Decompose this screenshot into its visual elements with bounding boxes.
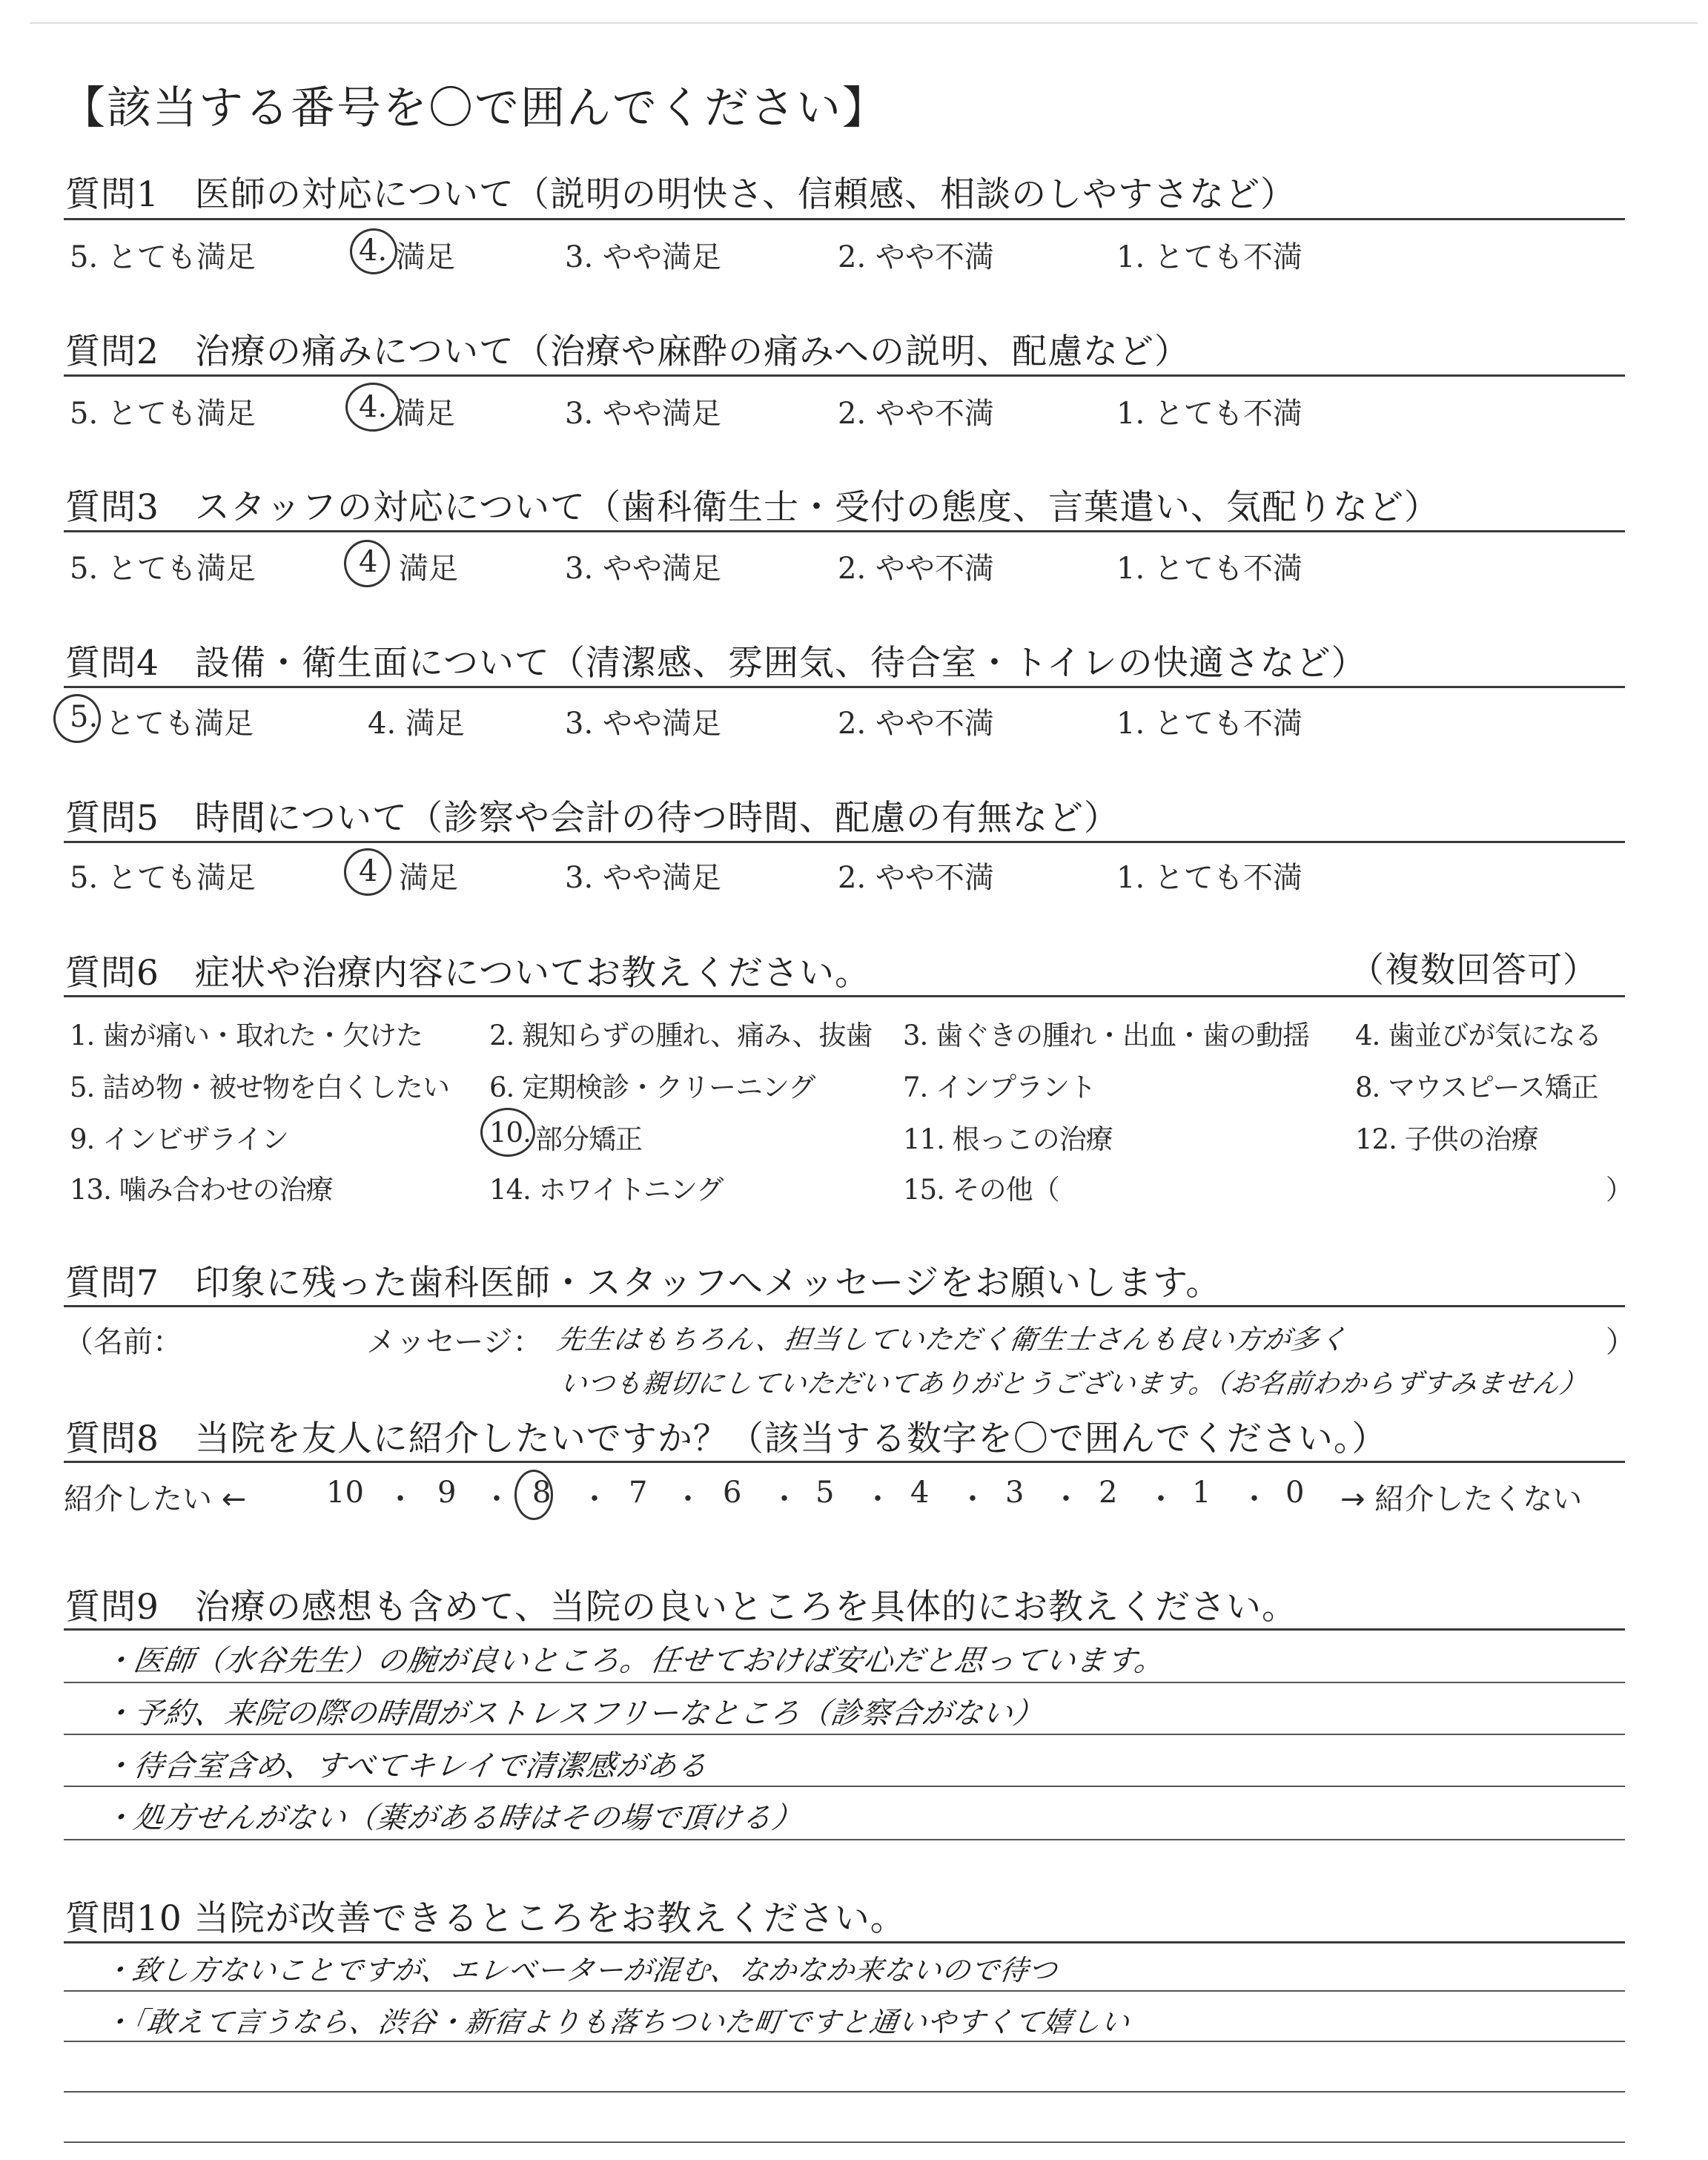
q5-option-4[interactable]: 4 [359, 854, 378, 888]
q8-scale-value[interactable]: 5 [815, 1476, 835, 1510]
q8-scale-value[interactable]: 7 [629, 1476, 648, 1510]
q3-option-3[interactable]: 3. やや満足 [565, 552, 721, 586]
q8-scale-value[interactable]: 9 [437, 1476, 457, 1510]
q6-item-5[interactable]: 5. 詰め物・被せ物を白くしたい [70, 1071, 450, 1103]
q6-item-2[interactable]: 2. 親知らずの腫れ、痛み、抜歯 [489, 1020, 873, 1051]
q9-answer-2[interactable]: ・予約、来院の際の時間がストレスフリーなところ（診察合がない） [101, 1697, 1046, 1731]
q8-scale-dot: ・ [958, 1482, 987, 1516]
q9-heading: 質問9 治療の感想も含めて、当院の良いところを具体的にお教えください。 [65, 1587, 1297, 1628]
q8-scale-value[interactable]: 0 [1285, 1476, 1305, 1510]
q1-option-1[interactable]: 1. とても不満 [1116, 240, 1302, 274]
q10-heading: 質問10 当院が改善できるところをお教えください。 [65, 1898, 906, 1939]
q6-item-4[interactable]: 4. 歯並びが気になる [1355, 1020, 1602, 1051]
q4-option-5[interactable]: 5. [70, 700, 99, 734]
q1-option-4[interactable]: 4. [359, 234, 388, 268]
q8-scale-dot: ・ [1239, 1482, 1269, 1516]
q6-item-6[interactable]: 6. 定期検診・クリーニング [489, 1071, 815, 1103]
q6-item-9[interactable]: 9. インビザライン [70, 1123, 288, 1155]
q8-selection-circle [514, 1470, 553, 1520]
q6-item-10-label: 部分矯正 [535, 1123, 642, 1155]
q10-answer-2[interactable]: ・「敢えて言うなら、渋谷・新宿よりも落ちついた町ですと通いやすくて嬉しい [101, 2006, 1133, 2038]
q2-heading: 質問2 治療の痛みについて（治療や麻酔の痛みへの説明、配慮など） [65, 331, 1191, 372]
q1-option-3[interactable]: 3. やや満足 [565, 240, 721, 274]
q4-option-1[interactable]: 1. とても不満 [1116, 707, 1302, 741]
q8-scale-value[interactable]: 2 [1099, 1476, 1118, 1510]
q9-answer-1[interactable]: ・医師（水谷先生）の腕が良いところ。任せておけば安心だと思っています。 [101, 1644, 1168, 1678]
q8-scale-dot: ・ [863, 1482, 893, 1516]
q3-option-2[interactable]: 2. やや不満 [838, 552, 994, 586]
q2-option-4-label: 満足 [396, 397, 455, 431]
q6-item-14[interactable]: 14. ホワイトニング [489, 1174, 724, 1206]
q8-scale-dot: ・ [1146, 1482, 1176, 1516]
q6-item-15-close: ） [1606, 1174, 1632, 1206]
q4-rule [64, 686, 1625, 688]
q4-option-4[interactable]: 4. 満足 [368, 707, 465, 741]
q1-option-4-label: 満足 [396, 240, 455, 274]
q4-option-3[interactable]: 3. やや満足 [565, 707, 721, 741]
q8-right-label: → 紹介したくない [1340, 1482, 1583, 1516]
q2-rule [64, 374, 1625, 377]
q2-option-4[interactable]: 4. [359, 390, 388, 424]
q9-rule-3 [64, 1734, 1625, 1735]
q9-answer-4[interactable]: ・処方せんがない（薬がある時はその場で頂ける） [101, 1801, 805, 1835]
q9-rule-2 [64, 1682, 1625, 1683]
q6-selection-circle [480, 1108, 535, 1157]
q10-rule-2 [64, 1990, 1625, 1992]
q8-scale-dot: ・ [1051, 1482, 1081, 1516]
q10-rule-1 [64, 1941, 1625, 1943]
q1-heading: 質問1 医師の対応について（説明の明快さ、信頼感、相談のしやすさなど） [65, 174, 1297, 215]
q8-scale-dot: ・ [580, 1482, 609, 1516]
q1-option-2[interactable]: 2. やや不満 [838, 240, 994, 274]
q8-scale-dot: ・ [769, 1482, 799, 1516]
q5-rule [64, 841, 1625, 843]
q5-option-5[interactable]: 5. とても満足 [70, 861, 256, 895]
q1-option-5[interactable]: 5. とても満足 [70, 240, 256, 274]
q6-item-15[interactable]: 15. その他（ [903, 1174, 1059, 1206]
q7-message-label: メッセージ： [366, 1325, 543, 1359]
q8-scale-value[interactable]: 3 [1005, 1476, 1025, 1510]
q6-item-1[interactable]: 1. 歯が痛い・取れた・欠けた [70, 1020, 423, 1051]
q8-scale-value[interactable]: 8 [532, 1476, 552, 1510]
q5-option-2[interactable]: 2. やや不満 [838, 861, 994, 895]
q5-option-1[interactable]: 1. とても不満 [1116, 861, 1302, 895]
q5-selection-circle [344, 848, 391, 896]
q6-item-13[interactable]: 13. 噛み合わせの治療 [70, 1174, 333, 1206]
q8-scale-value[interactable]: 4 [910, 1476, 930, 1510]
q8-scale-value[interactable]: 1 [1192, 1476, 1211, 1510]
q7-message-line-1[interactable]: 先生はもちろん、担当していただく衛生士さんも良い方が多く [555, 1324, 1350, 1355]
q3-rule [64, 530, 1625, 532]
q2-option-1[interactable]: 1. とても不満 [1116, 397, 1302, 431]
q7-heading: 質問7 印象に残った歯科医師・スタッフへメッセージをお願いします。 [65, 1263, 1222, 1304]
q4-option-2[interactable]: 2. やや不満 [838, 707, 994, 741]
q9-rule-1 [64, 1628, 1625, 1631]
q8-scale-dot: ・ [385, 1482, 415, 1516]
q10-rule-5 [64, 2141, 1625, 2143]
q3-option-4-label: 満足 [399, 552, 458, 586]
q8-scale-dot: ・ [673, 1482, 703, 1516]
q6-item-12[interactable]: 12. 子供の治療 [1355, 1123, 1538, 1155]
q4-option-5-label: とても満足 [105, 707, 254, 741]
q6-note: （複数回答可） [1349, 950, 1598, 991]
q3-option-4[interactable]: 4 [359, 545, 378, 579]
q5-option-3[interactable]: 3. やや満足 [565, 861, 721, 895]
q7-rule [64, 1305, 1625, 1307]
q10-rule-4 [64, 2091, 1625, 2093]
q3-option-5[interactable]: 5. とても満足 [70, 552, 256, 586]
q7-name-label: （名前： [64, 1325, 182, 1359]
q3-selection-circle [344, 540, 390, 587]
q3-option-1[interactable]: 1. とても不満 [1116, 552, 1302, 586]
q1-rule [64, 218, 1625, 220]
page-top-rule [30, 22, 1698, 24]
q5-option-4-label: 満足 [399, 861, 458, 895]
q5-heading: 質問5 時間について（診察や会計の待つ時間、配慮の有無など） [65, 798, 1119, 839]
q8-scale-dot: ・ [482, 1482, 512, 1516]
q8-heading: 質問8 当院を友人に紹介したいですか？（該当する数字を〇で囲んでください。） [65, 1418, 1388, 1459]
q6-item-11[interactable]: 11. 根っこの治療 [903, 1123, 1113, 1155]
q2-option-2[interactable]: 2. やや不満 [838, 397, 994, 431]
q6-item-10[interactable]: 10. [489, 1117, 531, 1149]
q4-heading: 質問4 設備・衛生面について（清潔感、雰囲気、待合室・トイレの快適さなど） [65, 643, 1367, 684]
q9-rule-5 [64, 1839, 1625, 1840]
q6-heading: 質問6 症状や治療内容についてお教えください。 [65, 953, 870, 994]
q7-message-line-2[interactable]: いつも親切にしていただいてありがとうございます。（お名前わからずすみません） [557, 1369, 1589, 1399]
q2-selection-circle [345, 383, 400, 432]
q8-scale-value[interactable]: 10 [326, 1476, 364, 1510]
q8-rule [64, 1461, 1625, 1463]
q2-option-5[interactable]: 5. とても満足 [70, 397, 256, 431]
q10-answer-1[interactable]: ・致し方ないことですが、エレベーターが混む、なかなか来ないので待つ [101, 1954, 1060, 1986]
q3-heading: 質問3 スタッフの対応について（歯科衛生士・受付の態度、言葉遣い、気配りなど） [65, 487, 1440, 528]
q1-selection-circle [350, 228, 397, 274]
q6-rule [64, 995, 1625, 997]
q9-answer-3[interactable]: ・待合室含め、すべてキレイで清潔感がある [101, 1749, 710, 1783]
q8-scale-value[interactable]: 6 [723, 1476, 742, 1510]
page-title: 【該当する番号を〇で囲んでください】 [61, 82, 888, 134]
q9-rule-4 [64, 1786, 1625, 1787]
q6-item-3[interactable]: 3. 歯ぐきの腫れ・出血・歯の動揺 [903, 1020, 1310, 1051]
q4-selection-circle [53, 694, 101, 743]
q6-item-8[interactable]: 8. マウスピース矯正 [1355, 1071, 1598, 1103]
q7-close-paren: ） [1606, 1325, 1635, 1359]
q2-option-3[interactable]: 3. やや満足 [565, 397, 721, 431]
q8-left-label: 紹介したい ← [64, 1482, 247, 1516]
q10-rule-3 [64, 2041, 1625, 2042]
q6-item-7[interactable]: 7. インプラント [903, 1071, 1096, 1103]
